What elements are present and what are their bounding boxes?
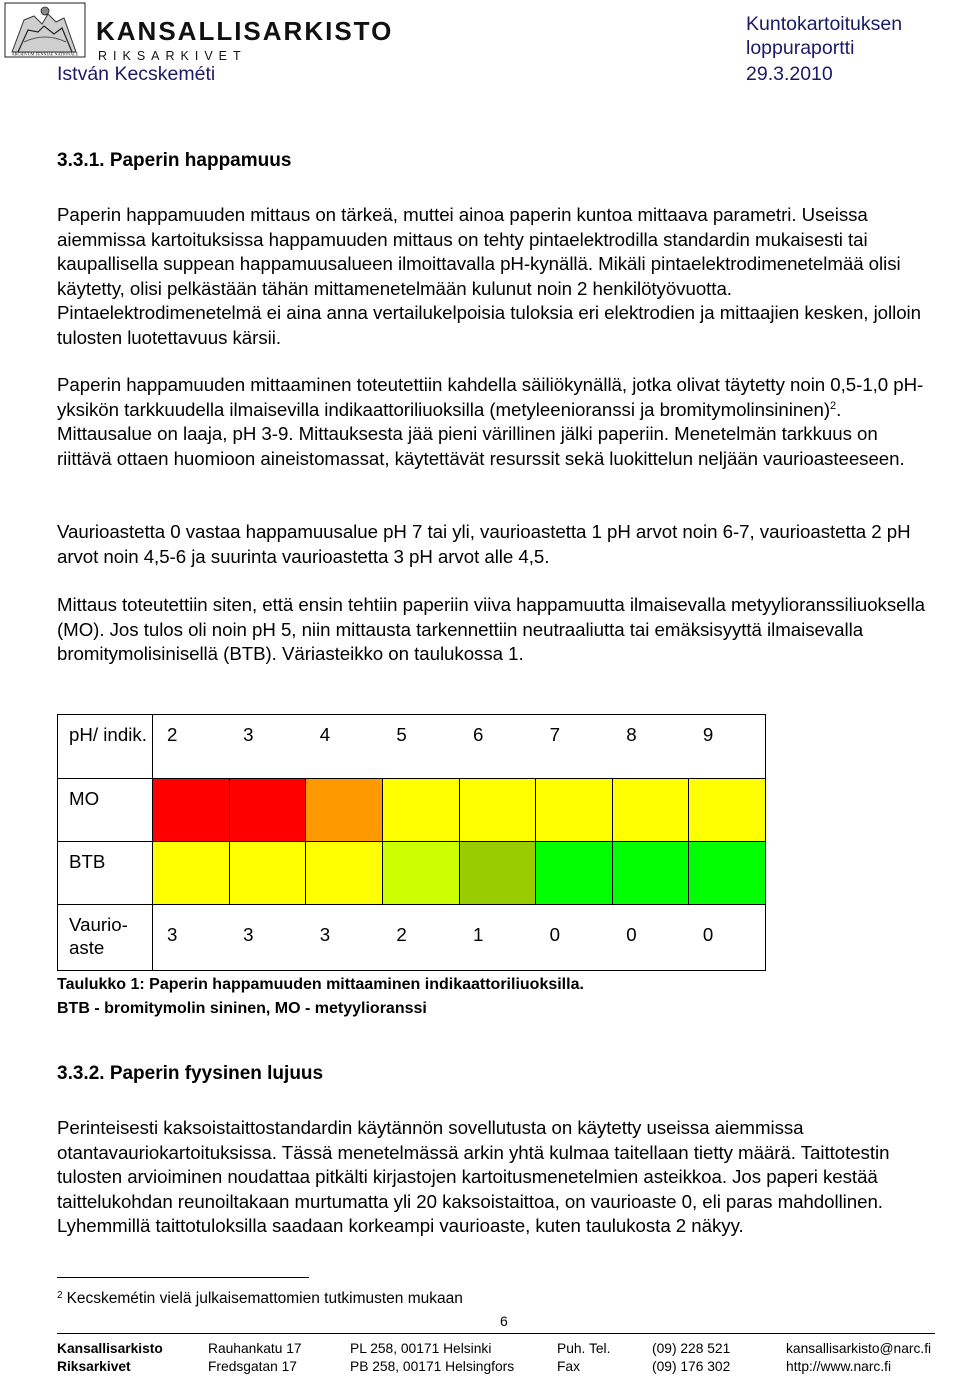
p2-text-start: Paperin happamuuden mittaaminen toteutettiin kahdella säiliökynällä, jotka olivat täytetty noin 0,5-1,0 pH-yksikön tarkkuudella ilmaisevilla indikaattoriliuoksilla (metyleenioranssi ja bromitymolinsininen) [57, 374, 924, 420]
table-row-ph [58, 715, 766, 779]
ph-value: 6 [459, 715, 536, 779]
section-heading-strength: 3.3.2. Paperin fyysinen lujuus [57, 1063, 324, 1084]
footer-fax-label: Fax [557, 1359, 580, 1374]
page-number: 6 [500, 1313, 508, 1329]
header-date: 29.3.2010 [746, 63, 833, 85]
footer-phone-label: Puh. Tel. [557, 1341, 611, 1356]
table-label-btb: BTB [58, 842, 153, 905]
table-row-btb [58, 842, 766, 905]
ph-value: 3 [229, 715, 306, 779]
table-label-ph: pH/ indik. [58, 715, 153, 779]
mo-color-cell [536, 779, 613, 842]
table-row-mo [58, 779, 766, 842]
paragraph-acidity-intro: Paperin happamuuden mittaus on tärkeä, muttei ainoa paperin kuntoa mittaava parametri. Useissa aiemmissa kartoituksissa happamuuden mittaus on tehty pintaelektrodilla standardin mukaisesti tai kaupallisella suppean happamuusalueen ilmoittavalla pH-kynällä. Mikäli pintaelektrodimenetelmää olisi käytetty, olisi pelkästään tähän mittamenetelmään kulunut noin 2 henkilötyövuotta. Pintaelektrodimenetelmä ei aina anna vertailukelpoisia tuloksia eri elektrodien ja mittaajien kesken, jolloin tulosten luotettavuus kärsii. [57, 204, 922, 348]
footer-divider [57, 1333, 935, 1334]
archive-seal-logo [4, 2, 86, 58]
damage-value: 0 [536, 905, 613, 971]
mo-color-cell [382, 779, 459, 842]
section-heading-acidity: 3.3.1. Paperin happamuus [57, 150, 292, 171]
mo-color-cell [153, 779, 230, 842]
caption-line-1: Taulukko 1: Paperin happamuuden mittaaminen indikaattoriliuoksilla. [57, 976, 584, 993]
damage-value: 3 [229, 905, 306, 971]
damage-value: 0 [689, 905, 766, 971]
mo-color-cell [229, 779, 306, 842]
mo-color-cell [689, 779, 766, 842]
damage-value: 3 [153, 905, 230, 971]
paragraph-folding-test: Perinteisesti kaksoistaittostandardin käytännön sovellutusta on käytetty useissa aiemmissa otantavauriokartoituksissa. Tässä menetelmässä arkin yhtä kulmaa taitellaan tietty määrä. Taittotestin tulosten arvioiminen noudattaa pitkälti kirjastojen kartoitusmenetelmien asteikkoa. Jos paperi kestää taittelukohdan reunoiltakaan murtumatta yli 20 kaksoistaittoa, on vaurioaste 0, eli paras mahdollinen. Lyhemmillä taittotuloksilla saadaan korkeampi vaurioaste, kuten taulukosta 2 näkyy. [57, 1117, 890, 1236]
ph-value: 8 [612, 715, 689, 779]
header-author: István Kecskeméti [57, 63, 216, 85]
paragraph-measurement-procedure: Mittaus toteutettiin siten, että ensin tehtiin paperiin viiva happamuutta ilmaisevalla metyylioranssiliuoksella (MO). Jos tulos oli noin pH 5, niin mittausta tarkennettiin neutraaliutta tai emäksisyyttä ilmaisevalla bromitymolisinisellä (BTB). Väriasteikko on taulukossa 1. [57, 594, 926, 664]
damage-value: 1 [459, 905, 536, 971]
btb-color-cell [612, 842, 689, 905]
ph-value: 9 [689, 715, 766, 779]
header-document-title: Kuntokartoituksen loppuraportti [746, 13, 903, 59]
ph-value: 2 [153, 715, 230, 779]
ph-value: 7 [536, 715, 613, 779]
footer-fax: (09) 176 302 [652, 1359, 731, 1374]
btb-color-cell [536, 842, 613, 905]
footer-street-sv: Fredsgatan 17 [208, 1359, 297, 1374]
ph-indicator-table [57, 714, 766, 971]
table-label-damage: Vaurio- aste [58, 905, 153, 971]
footer-org-sv: Riksarkivet [57, 1359, 131, 1374]
p2-text-end: . Mittausalue on laaja, pH 3-9. Mittauksesta jää pieni värillinen jälki paperiin. Menetelmän tarkkuus on riittävä ottaen huomioon aineistomassat, käytettävät resurssit sekä luokittelun neljään vaurioasteeseen. [57, 398, 905, 469]
ph-value: 4 [306, 715, 383, 779]
mo-color-cell [306, 779, 383, 842]
btb-color-cell [306, 842, 383, 905]
footer-phone: (09) 228 521 [652, 1341, 731, 1356]
damage-value: 0 [612, 905, 689, 971]
damage-value: 2 [382, 905, 459, 971]
paragraph-damage-levels: Vaurioastetta 0 vastaa happamuusalue pH 7 tai yli, vaurioastetta 1 pH arvot noin 6-7, vaurioastetta 2 pH arvot noin 4,5-6 ja suurinta vaurioastetta 3 pH arvot alle 4,5. [57, 521, 911, 567]
footer-org-fi: Kansallisarkisto [57, 1341, 163, 1356]
footer-email[interactable]: kansallisarkisto@narc.fi [786, 1341, 932, 1356]
footer-website[interactable]: http://www.narc.fi [786, 1359, 892, 1374]
table-row-damage [58, 905, 766, 971]
footer-postal-sv: PB 258, 00171 Helsingfors [350, 1359, 515, 1374]
logo-title: KANSALLISARKISTO [96, 16, 394, 46]
seal-text: ARCHIVUM FENNIAE NATIONALE [11, 51, 79, 57]
btb-color-cell [689, 842, 766, 905]
damage-value: 3 [306, 905, 383, 971]
footer-street-fi: Rauhankatu 17 [208, 1341, 302, 1356]
btb-color-cell [459, 842, 536, 905]
mo-color-cell [612, 779, 689, 842]
paragraph-measurement-method [57, 373, 937, 471]
footnote-text: Kecskemétin vielä julkaisemattomien tutkimusten mukaan [66, 1290, 463, 1307]
footnote-divider [57, 1277, 309, 1278]
footnote-number: 2 [57, 1290, 63, 1301]
btb-color-cell [382, 842, 459, 905]
btb-color-cell [153, 842, 230, 905]
footnote-ref: 2 [830, 399, 837, 412]
caption-line-2: BTB - bromitymolin sininen, MO - metyylioranssi [57, 1000, 427, 1017]
footer-postal-fi: PL 258, 00171 Helsinki [350, 1341, 492, 1356]
mo-color-cell [459, 779, 536, 842]
footnote [57, 1290, 463, 1308]
table-label-mo: MO [58, 779, 153, 842]
btb-color-cell [229, 842, 306, 905]
ph-value: 5 [382, 715, 459, 779]
table-caption [57, 973, 584, 1021]
logo-subtitle: RIKSARKIVET [98, 49, 247, 63]
